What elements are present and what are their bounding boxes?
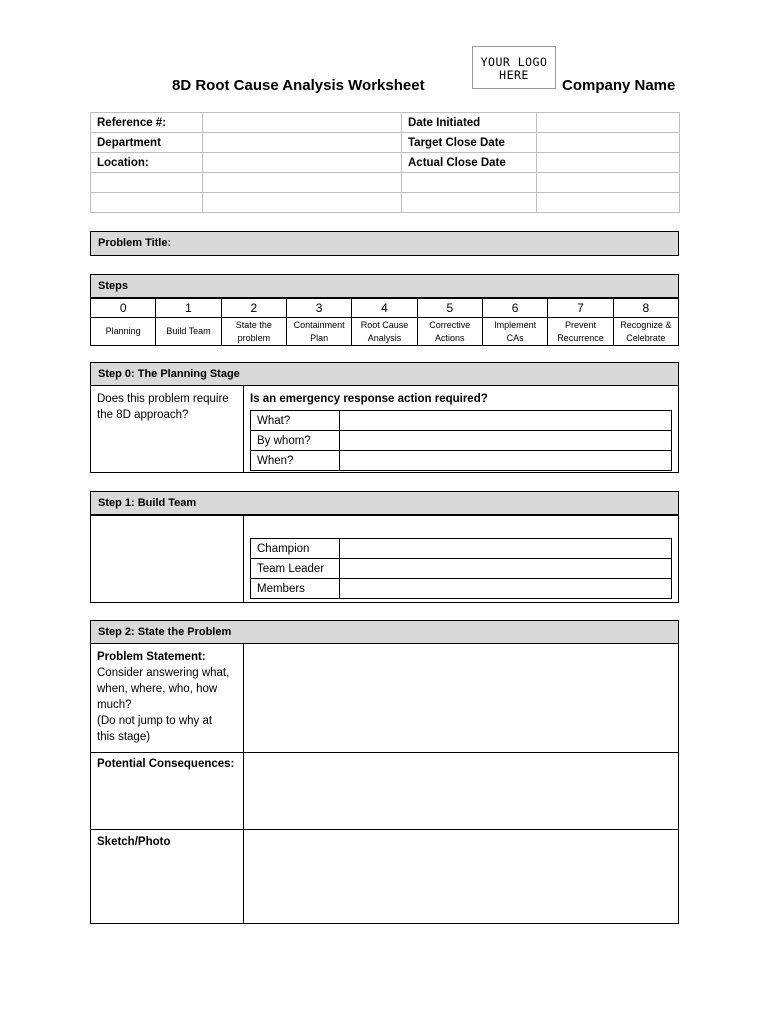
problem-title-bar[interactable] [90,231,679,256]
table-row [251,539,672,559]
members-label: Members [251,579,340,599]
step-label-corrective [417,318,482,346]
hint-line: (Do not jump to why at [97,715,213,727]
champion-label: Champion [251,539,340,559]
location-field[interactable] [203,153,402,173]
reference-table [90,112,680,213]
step-label-line: Recognize & [620,319,672,330]
step-label-planning [91,318,156,346]
date-initiated-field[interactable] [537,113,680,133]
hint-line: much? [97,699,132,711]
logo-line-1: YOUR LOGO [480,55,548,69]
hint-line: this stage) [97,731,151,743]
step-label-line: Analysis [367,332,402,343]
blank-cell[interactable] [203,193,402,213]
sketch-photo-field[interactable] [244,830,678,923]
potential-consequences-label: Potential Consequences: [97,758,235,770]
team-leader-field[interactable] [340,559,672,579]
when-field[interactable] [340,451,672,471]
actual-close-date-field[interactable] [537,153,680,173]
emergency-question: Is an emergency response action required? [250,393,488,405]
reference-row [91,193,680,213]
step-number: 8 [613,299,678,318]
department-field[interactable] [203,133,402,153]
blank-cell[interactable] [537,173,680,193]
table-row [251,451,672,471]
team-table [250,538,672,599]
location-label: Location: [91,153,203,173]
reference-row [91,113,680,133]
problem-statement-label: Problem Statement: [97,651,206,663]
reference-value-field[interactable] [203,113,402,133]
steps-header [90,274,679,298]
step-label-line: Build Team [166,326,211,336]
step0-header [90,362,679,386]
step-label-line: Actions [435,332,465,343]
step-number: 3 [286,299,351,318]
team-photo-area[interactable] [91,516,242,602]
logo-placeholder [472,46,556,89]
step-label-prevent [548,318,613,346]
step-number: 1 [156,299,221,318]
step-label-implement [482,318,547,346]
blank-cell[interactable] [91,173,203,193]
step-label-line: Implement [494,319,537,330]
department-label: Department [91,133,203,153]
reference-row [91,173,680,193]
target-close-date-label: Target Close Date [402,133,537,153]
actual-close-date-label: Actual Close Date [402,153,537,173]
by-whom-field[interactable] [340,431,672,451]
step-label-line: Recurrence [557,332,604,343]
by-whom-label: By whom? [251,431,340,451]
step-label-line: CAs [506,332,524,343]
step-label-line: Celebrate [626,332,666,343]
reference-row [91,153,680,173]
step-label-recognize [613,318,678,346]
what-field[interactable] [340,411,672,431]
hint-line: Consider answering what, [97,667,230,679]
table-row [251,559,672,579]
champion-field[interactable] [340,539,672,559]
step-number: 6 [482,299,547,318]
step1-divider [243,515,244,603]
blank-cell[interactable] [203,173,402,193]
steps-table [90,298,679,346]
step-label-line: problem [237,332,271,343]
step0-divider [243,386,244,473]
step-number: 0 [91,299,156,318]
reference-label: Reference #: [91,113,203,133]
sketch-photo-label: Sketch/Photo [97,836,171,848]
date-initiated-label: Date Initiated [402,113,537,133]
page-title: 8D Root Cause Analysis Worksheet [172,77,425,94]
what-label: What? [251,411,340,431]
blank-cell[interactable] [91,193,203,213]
step-number: 2 [221,299,286,318]
steps-number-row [91,299,679,318]
step-label-root-cause [352,318,417,346]
step-label-line: Corrective [429,319,471,330]
reference-row [91,133,680,153]
blank-cell[interactable] [402,173,537,193]
step0-question-line: the 8D approach? [97,409,189,421]
step0-question [97,391,229,423]
step-number: 4 [352,299,417,318]
step-label-line: Prevent [564,319,596,330]
step-number: 7 [548,299,613,318]
members-field[interactable] [340,579,672,599]
when-label: When? [251,451,340,471]
step-label-line: Plan [310,332,329,343]
potential-consequences-field[interactable] [244,753,678,829]
blank-cell[interactable] [402,193,537,213]
table-row [251,431,672,451]
blank-cell[interactable] [537,193,680,213]
emergency-table [250,410,672,471]
step-label-containment [286,318,351,346]
hint-line: when, where, who, how [97,683,218,695]
step1-header [90,491,679,515]
step-label-line: Root Cause [360,319,409,330]
company-name: Company Name [562,77,676,94]
problem-statement-field[interactable] [244,645,678,752]
step-label-line: Planning [105,326,141,336]
problem-statement-block [97,649,229,745]
step1-header-label: Step 1: Build Team [98,497,197,509]
step-label-build-team [156,318,221,346]
steps-label-row [91,318,679,346]
step2-header [90,620,679,644]
step-label-line: State the [235,319,272,330]
table-row [251,579,672,599]
step-number: 5 [417,299,482,318]
step0-header-label: Step 0: The Planning Stage [98,368,240,380]
table-row [251,411,672,431]
team-leader-label: Team Leader [251,559,340,579]
logo-line-2: HERE [499,68,529,82]
steps-header-label: Steps [98,280,128,292]
step0-question-line: Does this problem require [97,393,229,405]
step2-header-label: Step 2: State the Problem [98,626,232,638]
step-label-state-problem [221,318,286,346]
target-close-date-field[interactable] [537,133,680,153]
step-label-line: Containment [293,319,345,330]
problem-title-label: Problem Title: [98,237,172,249]
